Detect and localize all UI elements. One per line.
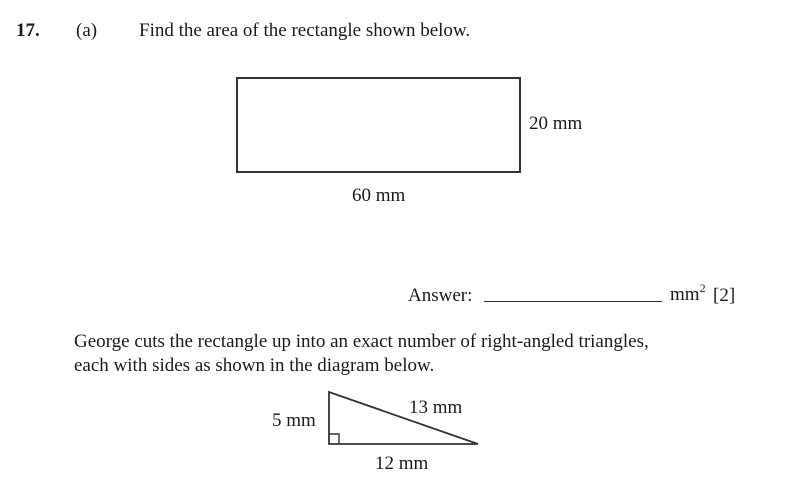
right-angle-marker bbox=[329, 434, 339, 444]
rectangle-diagram bbox=[236, 77, 521, 173]
triangle-hypotenuse-label: 13 mm bbox=[409, 397, 463, 418]
rectangle-width-label: 60 mm bbox=[352, 185, 406, 206]
answer-line[interactable] bbox=[484, 301, 662, 302]
triangle-diagram bbox=[320, 388, 490, 454]
paragraph-line-1: George cuts the rectangle up into an exact number of right-angled triangles, bbox=[74, 331, 649, 352]
question-number: 17. bbox=[16, 20, 40, 41]
triangle-side-label: 5 mm bbox=[272, 410, 316, 431]
rectangle-height-label: 20 mm bbox=[529, 113, 583, 134]
answer-unit-power: 2 bbox=[699, 281, 706, 295]
triangle-base-label: 12 mm bbox=[375, 453, 429, 474]
question-part: (a) bbox=[76, 20, 98, 41]
marks-label: [2] bbox=[713, 285, 736, 306]
question-text: Find the area of the rectangle shown below. bbox=[139, 20, 471, 41]
answer-label: Answer: bbox=[408, 285, 473, 306]
instruction-paragraph bbox=[74, 330, 750, 378]
answer-unit-base: mm bbox=[670, 284, 700, 305]
answer-unit bbox=[670, 281, 706, 306]
paragraph-line-2: each with sides as shown in the diagram below. bbox=[74, 355, 435, 376]
